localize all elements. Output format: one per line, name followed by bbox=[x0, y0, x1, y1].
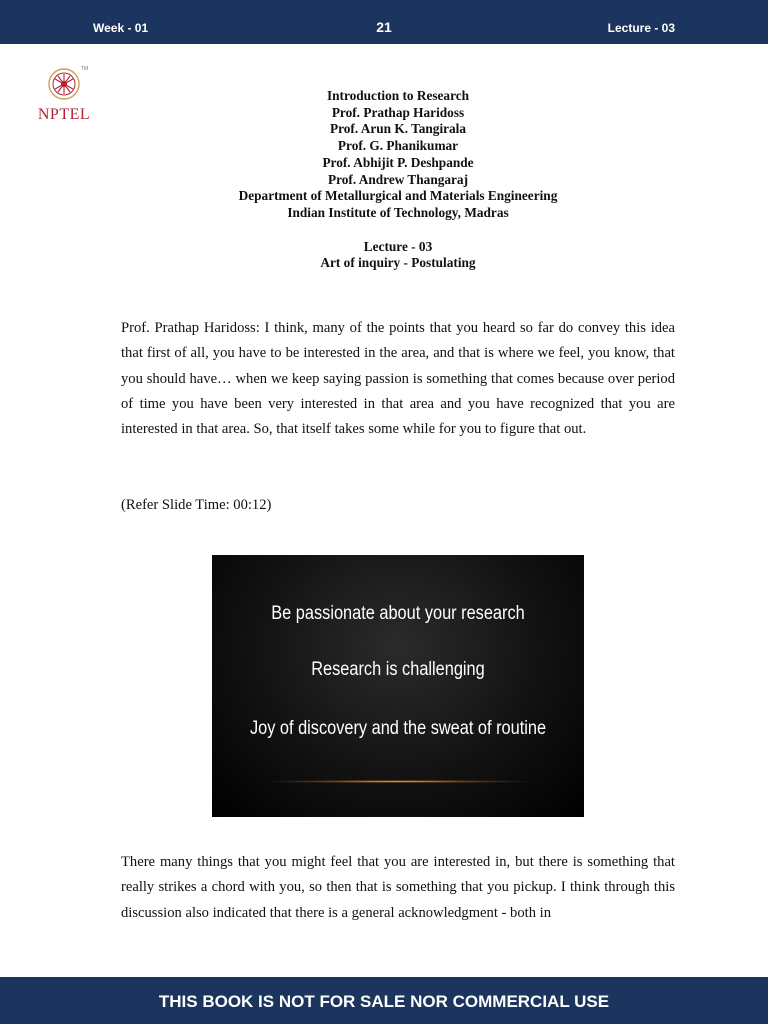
professor-name: Prof. Abhijit P. Deshpande bbox=[322, 154, 474, 170]
course-title: Introduction to Research bbox=[326, 88, 470, 103]
body-paragraph-2: There many things that you might feel that you are interested in, but there is something that really strikes a chord with you, so then that is something that you pickup. I think through this discussion also indicated that there is a general acknowledgment - both in bbox=[121, 854, 675, 921]
title-block bbox=[120, 88, 676, 272]
page-number: 21 bbox=[376, 19, 392, 35]
footer-bar: THIS BOOK IS NOT FOR SALE NOR COMMERCIAL USE bbox=[0, 977, 768, 1024]
professor-name: Prof. G. Phanikumar bbox=[337, 138, 459, 154]
lecture-number: Lecture - 03 bbox=[363, 238, 433, 254]
lecture-label: Lecture - 03 bbox=[607, 21, 675, 35]
week-label: Week - 01 bbox=[93, 21, 149, 35]
department-name: Department of Metallurgical and Materials Engineering bbox=[238, 188, 558, 204]
professor-name: Prof. Andrew Thangaraj bbox=[328, 171, 468, 187]
logo-text: NPTEL bbox=[37, 106, 91, 123]
professor-name: Prof. Arun K. Tangirala bbox=[329, 121, 467, 137]
lecture-slide-image bbox=[212, 555, 584, 817]
trademark-mark: TM bbox=[81, 66, 89, 72]
lecture-title: Art of inquiry - Postulating bbox=[320, 255, 476, 271]
slide-line-2: Research is challenging bbox=[311, 659, 485, 680]
body-paragraph-1: Prof. Prathap Haridoss: I think, many of the points that you heard so far do convey this idea that first of all, you have to be interested in the area, and that is where we feel, you know, that you should have… when we keep saying passion is something that comes because over period of time you have been very interested in that area and you have recognized that you are interested in that area. So, that itself takes some while for you to figure that out. bbox=[121, 320, 675, 438]
nptel-logo bbox=[32, 64, 96, 126]
header-bar bbox=[0, 0, 768, 44]
slide-line-3: Joy of discovery and the sweat of routine bbox=[249, 718, 547, 739]
institute-name: Indian Institute of Technology, Madras bbox=[287, 204, 509, 220]
slide-glow-divider bbox=[268, 780, 528, 783]
professor-name: Prof. Prathap Haridoss bbox=[331, 104, 465, 120]
refer-slide-time: (Refer Slide Time: 00:12) bbox=[121, 497, 272, 513]
slide-line-1: Be passionate about your research bbox=[271, 603, 525, 624]
